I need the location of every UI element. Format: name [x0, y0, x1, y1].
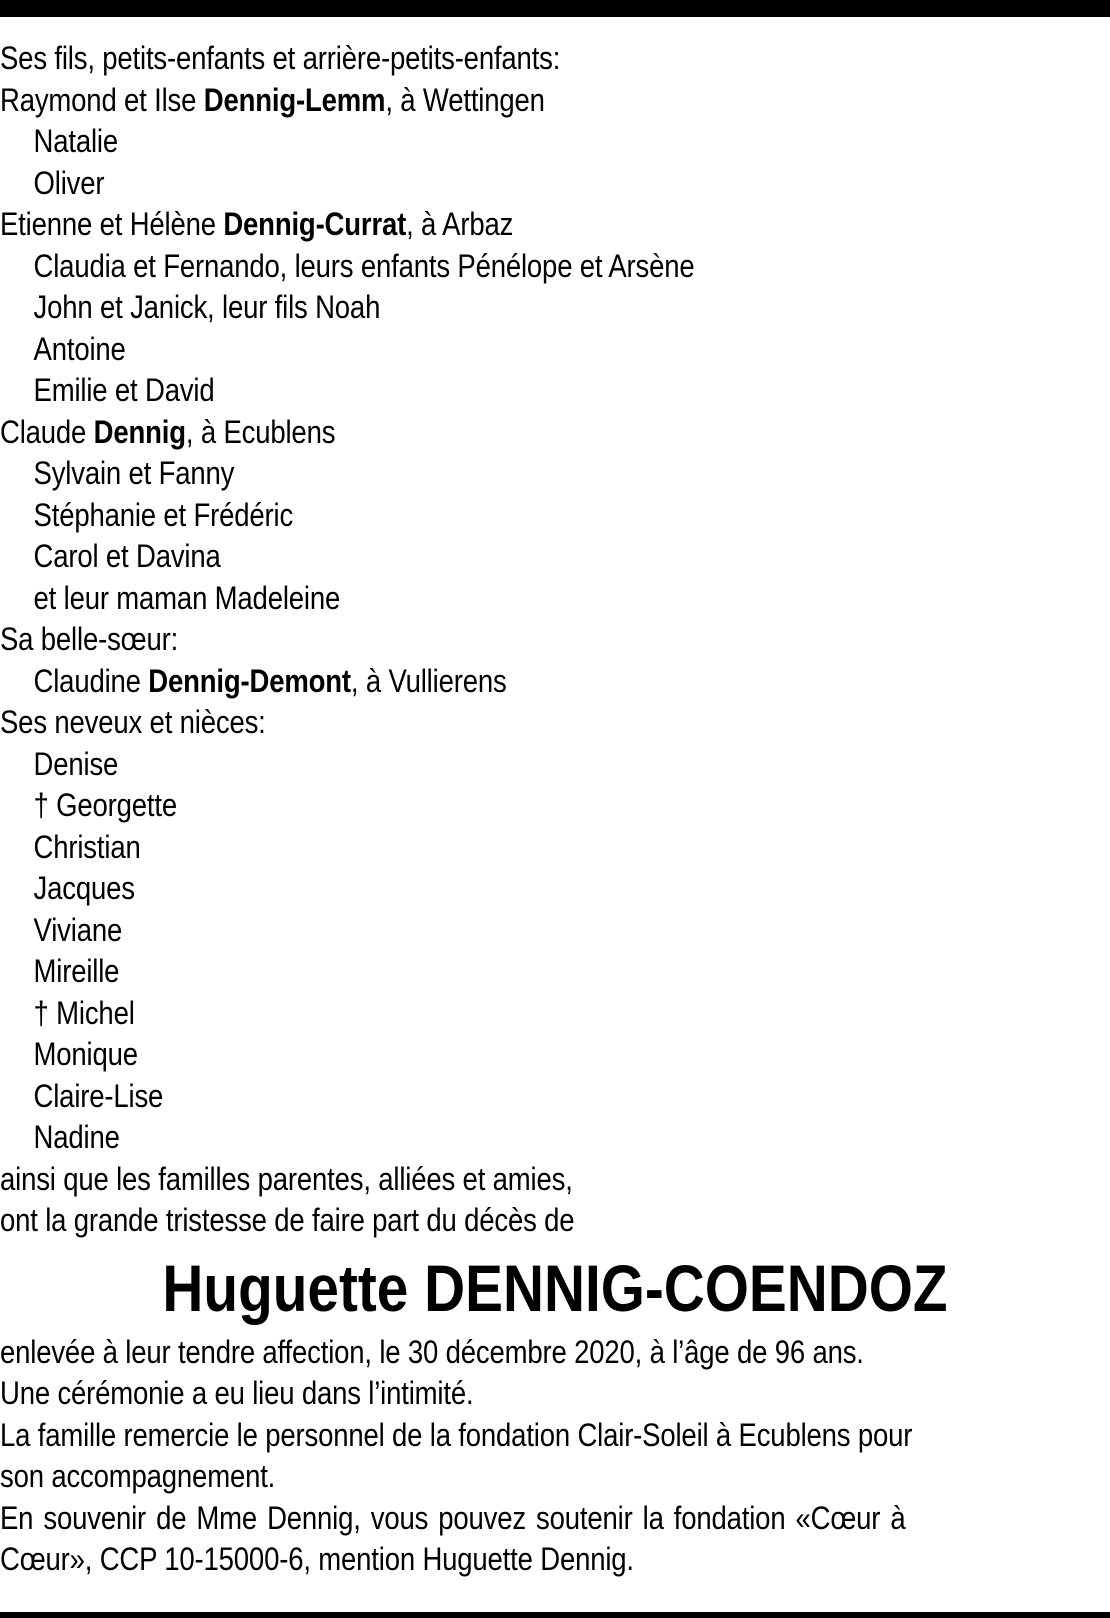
child-line: Natalie: [33, 123, 119, 159]
nephew-line: Claire-Lise: [33, 1077, 164, 1114]
family-first-names: Claudine: [33, 662, 149, 699]
child-line: John et Janick, leur fils Noah: [33, 289, 381, 325]
family-surname: Dennig-Currat: [223, 206, 407, 242]
child-line: et leur maman Madeleine: [33, 579, 341, 616]
obituary-notice: [0, 38, 1110, 1581]
family-location: , à Vullierens: [350, 662, 507, 699]
top-rule: [0, 0, 1110, 17]
family-surname: Dennig-Lemm: [203, 81, 386, 118]
donation-line: Cœur», CCP 10-15000-6, mention Huguette Dennig.: [0, 1541, 634, 1577]
child-line: Claudia et Fernando, leurs enfants Pénélope et Arsène: [33, 247, 695, 284]
nephew-line: Monique: [33, 1036, 138, 1072]
closing-line: ainsi que les familles parentes, alliées et amies,: [0, 1160, 573, 1197]
child-line: Sylvain et Fanny: [33, 455, 235, 491]
sister-in-law-label: Sa belle-sœur:: [0, 621, 179, 657]
nephew-line: † Georgette: [33, 787, 177, 823]
family-first-names: Etienne et Hélène: [0, 206, 224, 242]
family-location: , à Arbaz: [406, 206, 514, 242]
family-first-names: Raymond et Ilse: [0, 81, 204, 118]
thanks-line: son accompagnement.: [0, 1458, 276, 1494]
nephew-line: Christian: [33, 828, 141, 865]
family-surname: Dennig-Demont: [148, 662, 351, 699]
nephew-line: Denise: [33, 745, 119, 782]
child-line: Emilie et David: [33, 372, 215, 408]
nephews-label: Ses neveux et nièces:: [0, 704, 266, 740]
family-location: , à Ecublens: [185, 413, 336, 450]
sister-in-law-line: [0, 661, 955, 703]
family-line-raymond: [0, 80, 955, 122]
details-line: Une cérémonie a eu lieu dans l’intimité.: [0, 1375, 474, 1411]
closing-line: ont la grande tristesse de faire part du décès de: [0, 1202, 575, 1238]
child-line: Carol et Davina: [33, 538, 221, 574]
bottom-rule: [0, 1612, 1110, 1618]
details-line: enlevée à leur tendre affection, le 30 décembre 2020, à l’âge de 96 ans.: [0, 1333, 864, 1370]
family-surname: Dennig: [93, 413, 186, 450]
deceased-name: Huguette DENNIG-COENDOZ: [162, 1250, 948, 1325]
nephew-line: Mireille: [33, 953, 120, 989]
child-line: Stéphanie et Frédéric: [33, 496, 294, 533]
family-location: , à Wettingen: [385, 81, 545, 118]
thanks-line: La famille remercie le personnel de la fondation Clair-Soleil à Ecublens pour: [0, 1416, 913, 1453]
child-line: Oliver: [33, 164, 105, 201]
intro-line: Ses fils, petits-enfants et arrière-petits-enfants:: [0, 40, 561, 76]
family-line-claude: [0, 412, 955, 454]
family-line-etienne: [0, 204, 955, 246]
child-line: Antoine: [33, 330, 126, 367]
nephew-line: Nadine: [33, 1119, 120, 1155]
donation-line: En souvenir de Mme Dennig, vous pouvez soutenir la fondation «Cœur à: [0, 1499, 906, 1536]
family-first-names: Claude: [0, 413, 94, 450]
nephew-line: Viviane: [33, 911, 123, 948]
nephew-line: † Michel: [33, 994, 135, 1031]
nephew-line: Jacques: [33, 870, 135, 906]
